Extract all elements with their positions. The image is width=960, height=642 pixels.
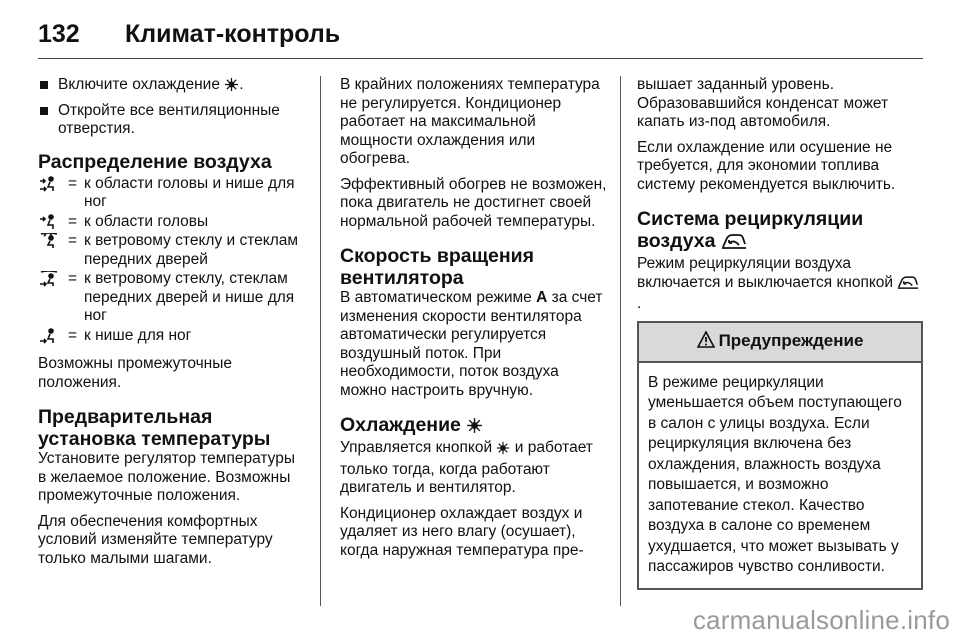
column-divider: [620, 76, 621, 606]
head-feet-airflow-icon: [38, 175, 68, 193]
windscreen-feet-airflow-icon: [38, 270, 68, 288]
page-number: 132: [38, 20, 80, 48]
snowflake-icon: [496, 441, 510, 461]
warning-triangle-icon: [697, 331, 719, 353]
list-item: = к области головы и нише для ног: [38, 175, 306, 212]
bullet-marker: [40, 107, 48, 115]
windscreen-airflow-icon: [38, 232, 68, 250]
warning-header: [639, 323, 921, 363]
paragraph: вышает заданный уровень. Образовавшийся конденсат может капать из-под автомобиля.: [637, 76, 889, 130]
header-divider: [38, 58, 923, 59]
feet-airflow-icon: [38, 327, 68, 345]
head-airflow-icon: [38, 213, 68, 231]
paragraph: В крайних положениях температура не регулируется. Кондиционер работает на максимальной мощности охлаждения или обогрева.: [340, 76, 600, 167]
paragraph: Если охлаждение или осушение не требуется, для экономии топлива систему рекомендуется выключить.: [637, 138, 896, 193]
list-item: = к нише для ног: [38, 327, 306, 346]
warning-box: [637, 321, 923, 590]
warning-text: В режиме рециркуляции уменьшается объем поступающего в салон с улицы воздуха. Если рециркуляция включена без охлаждения, влажность воздуха повышается, и возможно запотевание стекол. Качество воздуха в салоне со временем ухудшается, что может вызывать у пассажиров чувство сонливости.: [648, 373, 902, 575]
column-right: [637, 76, 923, 590]
paragraph: Эффективный обогрев не возможен, пока двигатель не достигнет своей нормальной рабочей температуры.: [340, 175, 607, 230]
bullet-marker: [40, 81, 48, 89]
page-header: [38, 14, 922, 60]
section-heading: Предварительная установка температуры: [38, 406, 271, 450]
paragraph: Управляется кнопкой и работает только тогда, когда работают двигатель и вентилятор.: [340, 439, 593, 496]
list-item: = к ветровому стеклу, стеклам передних дверей и нише для ног: [38, 270, 306, 326]
list-item: Включите охлаждение .: [38, 76, 306, 98]
snowflake-icon: [224, 77, 239, 98]
column-left: [38, 76, 306, 575]
section-heading: Скорость вращения вентилятора: [340, 245, 535, 289]
auto-mode-label: A: [536, 289, 548, 306]
watermark: carmanualsonline.info: [692, 605, 950, 635]
section-heading: Распределение воздуха: [38, 150, 272, 173]
snowflake-icon: [466, 417, 483, 439]
warning-title: Предупреждение: [718, 331, 864, 351]
paragraph: Возможны промежуточные положения.: [38, 355, 232, 391]
paragraph: Режим рециркуляции воздуха включается и выключается кнопкой .: [637, 255, 923, 314]
recirculation-icon: [897, 276, 919, 296]
list-item: Откройте все вентиляционные отверстия.: [38, 102, 306, 139]
paragraph: Для обеспечения комфортных условий изменяйте температуру только малыми шагами.: [38, 512, 273, 567]
paragraph: В автоматическом режиме A за счет изменения скорости вентилятора автоматически регулируется воздушный поток. При необходимости, поток воздуха можно настроить вручную.: [340, 289, 603, 399]
list-item: = к ветровому стеклу и стеклам передних дверей: [38, 232, 306, 269]
section-heading: Охлаждение: [340, 414, 608, 439]
column-middle: [340, 76, 608, 567]
page-title: Климат-контроль: [125, 20, 341, 48]
paragraph: Кондиционер охлаждает воздух и удаляет из него влагу (осушает), когда наружная температура пре-: [340, 504, 584, 559]
column-divider: [320, 76, 321, 606]
list-item: = к области головы: [38, 213, 306, 232]
recirculation-icon: [721, 233, 747, 255]
section-heading: Система рециркуляции воздуха: [637, 208, 923, 255]
paragraph: Установите регулятор температуры в желаемое положение. Возможны промежуточные положения.: [38, 450, 295, 504]
air-distribution-list: [38, 175, 306, 346]
